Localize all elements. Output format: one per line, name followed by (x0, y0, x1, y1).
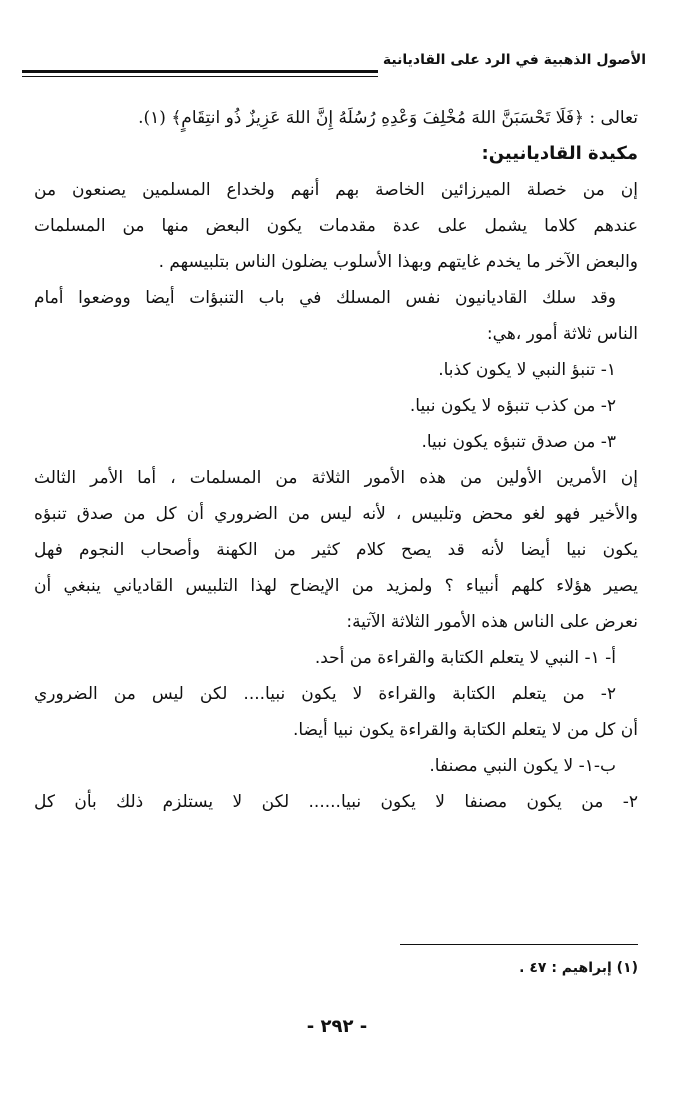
paragraph-line: والبعض الآخر ما يخدم غايتهم وبهذا الأسلوب يضلون الناس بتلبيسهم . (158, 252, 638, 272)
paragraph-line: يكون نبيا أيضا لأنه قد يصح كلام كثير من الكهنة وأصحاب النجوم فهل (34, 540, 638, 560)
list-item: ٢- من يكون مصنفا لا يكون نبيا...... لكن لا يستلزم ذلك بأن كل (34, 792, 638, 812)
quran-verse-line: تعالى : ﴿فَلَا تَحْسَبَنَّ اللهَ مُخْلِفَ وَعْدِهِ رُسُلَهُ إِنَّ اللهَ عَزِيزٌ ذُو انتِقَامٍ﴾ (١). (138, 108, 638, 128)
section-heading: مكيدة القاديانيين: (481, 143, 638, 164)
list-item: ب-١- لا يكون النبي مصنفا. (429, 756, 616, 776)
running-header: الأصول الذهبية في الرد على القاديانية (382, 52, 646, 68)
list-item: أ- ١- النبي لا يتعلم الكتابة والقراءة من أحد. (314, 648, 616, 668)
paragraph-line: إن من خصلة الميرزائين الخاصة بهم أنهم ولخداع المسلمين يصنعون من (34, 180, 638, 200)
header-rule-thick (22, 70, 378, 73)
paragraph-line: أن كل من لا يتعلم الكتابة والقراءة يكون نبيا أيضا. (292, 720, 638, 740)
paragraph-line: والأخير فهو لغو محض وتلبيس ، لأنه ليس من الضروري أن كل من صدق تنبؤه (34, 504, 638, 524)
body-text (34, 100, 638, 820)
list-item: ١- تنبؤ النبي لا يكون كذبا. (438, 360, 616, 380)
paragraph-line: الناس ثلاثة أمور ،هي: (486, 324, 638, 344)
header-rule-thin (22, 76, 378, 77)
paragraph-line: نعرض على الناس هذه الأمور الثلاثة الآتية: (346, 612, 638, 632)
page-number: - ٢٩٢ - (306, 1016, 368, 1037)
list-item: ٢- من كذب تنبؤه لا يكون نبيا. (409, 396, 616, 416)
footnote: (١) إبراهيم : ٤٧ . (519, 960, 638, 976)
paragraph-line: إن الأمرين الأولين من هذه الأمور الثلاثة من المسلمات ، أما الأمر الثالث (34, 468, 638, 488)
paragraph-line: وقد سلك القاديانيون نفس المسلك في باب التنبؤات أيضا ووضعوا أمام (34, 288, 616, 308)
paragraph-line: عندهم كلاما يشمل على عدة مقدمات يكون البعض منها من المسلمات (34, 216, 638, 236)
list-item: ٣- من صدق تنبؤه يكون نبيا. (421, 432, 616, 452)
footnote-rule (400, 944, 638, 945)
list-item: ٢- من يتعلم الكتابة والقراءة لا يكون نبيا.... لكن ليس من الضروري (34, 684, 616, 704)
paragraph-line: يصير هؤلاء كلهم أنبياء ؟ ولمزيد من الإيضاح لهذا التلبيس القادياني ينبغي أن (34, 576, 638, 596)
